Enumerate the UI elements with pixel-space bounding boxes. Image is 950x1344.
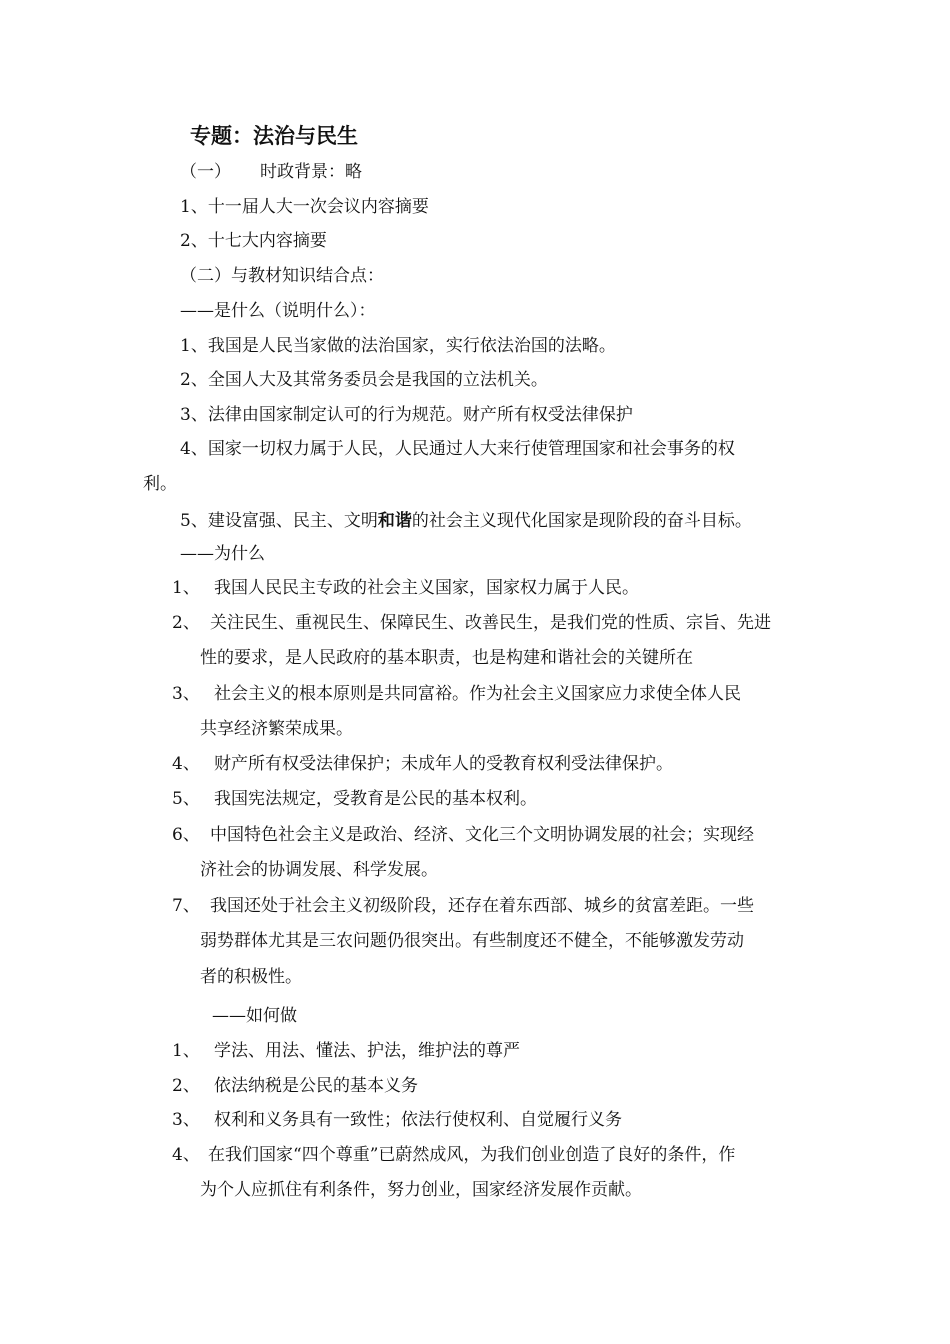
how-item-4-line-2: 为个人应抓住有利条件，努力创业，国家经济发展作贡献。: [200, 1180, 642, 1200]
why-item-3-number: 3、: [172, 684, 200, 704]
why-item-1-line-1: 我国人民民主专政的社会主义国家，国家权力属于人民。: [214, 578, 639, 598]
why-item-7-line-3: 者的积极性。: [200, 967, 302, 987]
why-item-2-number: 2、: [172, 613, 200, 633]
how-item-3-line-1: 权利和义务具有一致性；依法行使权利、自觉履行义务: [214, 1110, 622, 1130]
why-item-4-line-1: 财产所有权受法律保护；未成年人的受教育权利受法律保护。: [214, 754, 673, 774]
page-title: 专题：法治与民生: [190, 124, 358, 148]
why-item-5-number: 5、: [172, 789, 200, 809]
how-item-2-number: 2、: [172, 1076, 200, 1096]
how-item-2-line-1: 依法纳税是公民的基本义务: [214, 1076, 418, 1096]
why-item-1-number: 1、: [172, 578, 200, 598]
why-item-7-line-1: 我国还处于社会主义初级阶段，还存在着东西部、城乡的贫富差距。一些: [210, 896, 754, 916]
why-item-4-number: 4、: [172, 754, 200, 774]
how-item-3-number: 3、: [172, 1110, 200, 1130]
section1-item-1: 1、十一届人大一次会议内容摘要: [180, 197, 429, 217]
section2-heading: （二）与教材知识结合点：: [180, 266, 384, 286]
why-item-6-line-2: 济社会的协调发展、科学发展。: [200, 860, 438, 880]
how-item-4-number: 4、: [172, 1145, 200, 1165]
what-item-5-emphasis: 和谐: [377, 511, 412, 531]
why-item-5-line-1: 我国宪法规定，受教育是公民的基本权利。: [214, 789, 537, 809]
why-item-2-line-2: 性的要求，是人民政府的基本职责，也是构建和谐社会的关键所在: [200, 648, 693, 668]
why-item-3-line-2: 共享经济繁荣成果。: [200, 719, 353, 739]
what-heading: ——是什么（说明什么）：: [180, 301, 376, 321]
what-item-5-part2: 的社会主义现代化国家是现阶段的奋斗目标。: [411, 511, 752, 531]
what-item-1: 1、我国是人民当家做的法治国家，实行依法治国的法略。: [180, 336, 616, 356]
why-item-6-line-1: 中国特色社会主义是政治、经济、文化三个文明协调发展的社会；实现经: [210, 825, 754, 845]
what-item-5: [180, 504, 752, 538]
how-item-4-line-1: 在我们国家“四个尊重”已蔚然成风，为我们创业创造了良好的条件，作: [208, 1145, 736, 1165]
why-item-7-number: 7、: [172, 896, 200, 916]
why-item-2-line-1: 关注民生、重视民生、保障民生、改善民生，是我们党的性质、宗旨、先进: [210, 613, 771, 633]
how-item-1-line-1: 学法、用法、懂法、护法，维护法的尊严: [214, 1041, 520, 1061]
how-item-1-number: 1、: [172, 1041, 200, 1061]
section1-number: （一）: [180, 162, 231, 182]
what-item-4-line2: 利。: [143, 474, 177, 494]
what-item-2: 2、全国人大及其常务委员会是我国的立法机关。: [180, 370, 548, 390]
what-item-5-part1: 5、建设富强、民主、文明: [180, 511, 378, 531]
section1-heading: 时政背景：略: [260, 162, 362, 182]
what-item-3: 3、法律由国家制定认可的行为规范。财产所有权受法律保护: [180, 405, 633, 425]
section1-item-2: 2、十七大内容摘要: [180, 231, 327, 251]
why-item-6-number: 6、: [172, 825, 200, 845]
what-item-4-line1: 4、国家一切权力属于人民，人民通过人大来行使管理国家和社会事务的权: [180, 439, 735, 459]
why-item-3-line-1: 社会主义的根本原则是共同富裕。作为社会主义国家应力求使全体人民: [214, 684, 741, 704]
why-heading: ——为什么: [180, 544, 265, 564]
how-heading: ——如何做: [212, 1006, 297, 1026]
why-item-7-line-2: 弱势群体尤其是三农问题仍很突出。有些制度还不健全，不能够激发劳动: [200, 931, 744, 951]
